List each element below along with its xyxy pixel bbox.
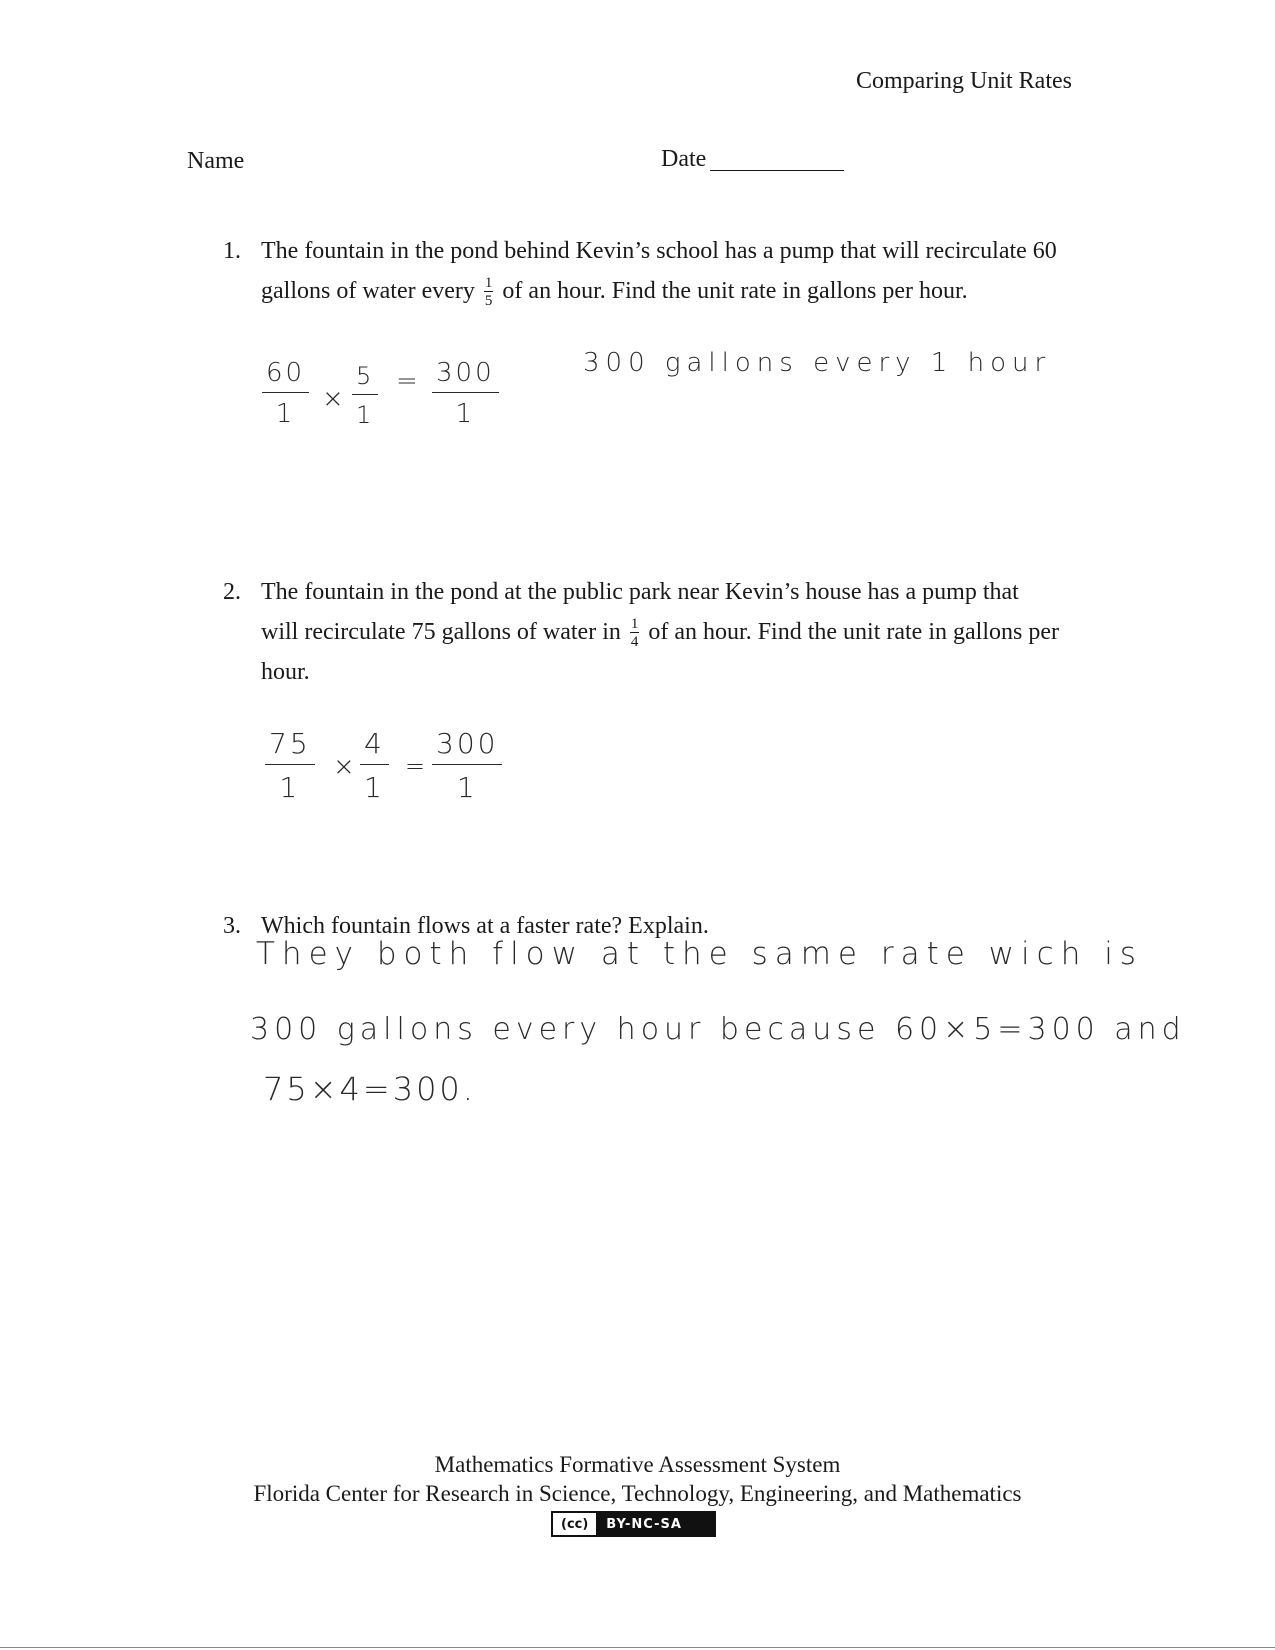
question-2-text-before: The fountain in the pond at the public park near Kevin’s house has a pump that will recirculate 75 gallons of water in	[261, 579, 1019, 645]
question-2-text-after: of an hour. Find the unit rate in gallons per hour.	[261, 619, 1059, 685]
question-1-fraction	[484, 276, 494, 308]
footer-line-2: Florida Center for Research in Science, Technology, Engineering, and Mathematics	[253, 1481, 1022, 1506]
answer-2-fraction-2-numerator: 4	[360, 727, 389, 765]
scan-edge-line	[0, 1647, 1275, 1648]
answer-1-statement: 300 gallons every 1 hour	[583, 348, 1052, 378]
answer-1-fraction-1-denominator: 1	[275, 399, 296, 429]
question-1-text-before: The fountain in the pond behind Kevin’s school has a pump that will recirculate 60 gallons of water every	[261, 238, 1057, 304]
answer-2-fraction-1-numerator: 75	[265, 727, 315, 765]
answer-2-fraction-3	[432, 727, 502, 804]
answer-2-fraction-1	[265, 727, 315, 804]
question-3-text: Which fountain flows at a faster rate? Explain.	[261, 913, 709, 939]
answer-1-equals: =	[396, 366, 421, 396]
answer-3-line-1: They both flow at the same rate wich is	[256, 936, 1143, 972]
footer-line-1: Mathematics Formative Assessment System	[434, 1452, 841, 1477]
name-label: Name	[187, 148, 245, 174]
answer-1-fraction-3-denominator: 1	[455, 399, 476, 429]
answer-1-times: ×	[322, 384, 347, 414]
question-2-fraction-numerator: 1	[630, 616, 639, 633]
question-2-fraction	[630, 617, 640, 649]
answer-2-fraction-1-denominator: 1	[279, 771, 301, 804]
question-2-number: 2.	[223, 579, 241, 605]
cc-icon: (cc)	[553, 1513, 598, 1535]
answer-1-fraction-1	[262, 358, 309, 429]
answer-2-times: ×	[333, 752, 358, 782]
answer-1-fraction-2-numerator: 5	[352, 362, 378, 395]
question-2-text	[261, 572, 1061, 692]
answer-1-fraction-2-denominator: 1	[356, 401, 375, 429]
question-1-fraction-denominator: 5	[484, 293, 493, 310]
question-1-fraction-numerator: 1	[484, 275, 493, 292]
date-label: Date	[661, 146, 707, 172]
answer-2-fraction-2	[360, 727, 389, 804]
question-1-text-after: of an hour. Find the unit rate in gallons per hour.	[502, 278, 968, 304]
question-3-number: 3.	[223, 913, 241, 939]
question-1-text	[261, 231, 1061, 311]
answer-3-line-3: 75×4=300.	[263, 1070, 476, 1108]
question-2-fraction-denominator: 4	[630, 634, 639, 651]
question-1-number: 1.	[223, 238, 241, 264]
answer-2-fraction-3-denominator: 1	[456, 771, 478, 804]
document-title: Comparing Unit Rates	[856, 68, 1072, 94]
answer-2-fraction-3-numerator: 300	[432, 727, 502, 765]
answer-2-fraction-2-denominator: 1	[364, 771, 385, 804]
answer-1-fraction-1-numerator: 60	[262, 358, 309, 393]
date-blank-line	[710, 170, 844, 171]
answer-1-fraction-3-numerator: 300	[432, 358, 499, 393]
answer-2-equals: =	[405, 752, 429, 780]
answer-3-line-2: 300 gallons every hour because 60×5=300 and	[250, 1012, 1186, 1047]
answer-1-fraction-3	[432, 358, 499, 429]
cc-license-text: BY-NC-SA	[606, 1516, 682, 1532]
answer-1-fraction-2	[352, 362, 378, 429]
cc-license-badge	[551, 1511, 716, 1537]
